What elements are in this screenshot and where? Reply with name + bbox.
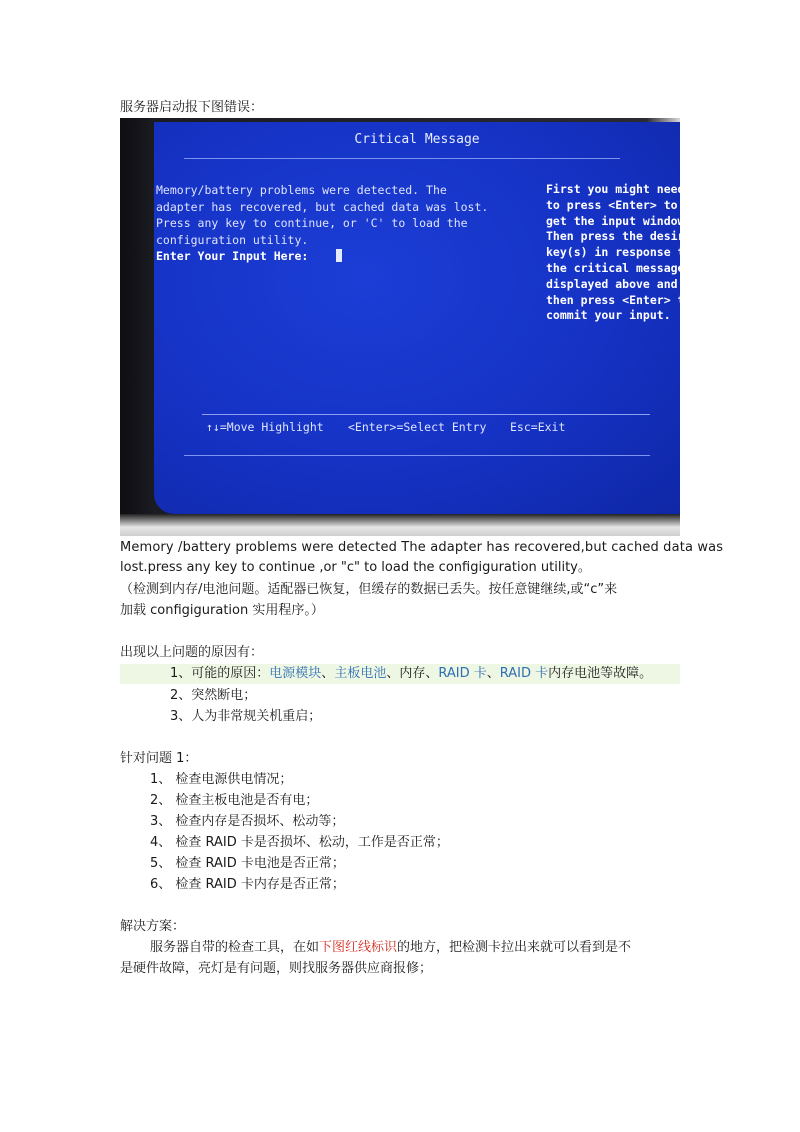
english-message-line-1: Memory /battery problems were detected The adapter has recovered,but cached data was bbox=[120, 540, 724, 555]
bios-screenshot-photo bbox=[120, 118, 699, 536]
bios-help-line: then press <Enter> to bbox=[546, 292, 692, 307]
bios-footer-divider-top bbox=[202, 414, 650, 415]
check-item-6: 6、 检查 RAID 卡内存是否正常； bbox=[150, 877, 345, 892]
cause-item-1 bbox=[170, 664, 652, 684]
key-move-highlight: ↑↓=Move Highlight bbox=[206, 420, 324, 434]
check-item-3: 3、 检查内存是否损坏、松动等； bbox=[150, 814, 345, 829]
bios-help-line: the critical message bbox=[546, 260, 685, 275]
solution-line-1 bbox=[150, 938, 631, 958]
link-mainboard-battery[interactable]: 主板电池 bbox=[334, 666, 387, 681]
translation-line-2: 加载 configiguration 实用程序。） bbox=[120, 603, 324, 618]
bios-screen bbox=[154, 122, 699, 514]
bios-footer-divider-bottom bbox=[184, 455, 650, 456]
bios-message-line: Press any key to continue, or 'C' to load the bbox=[156, 216, 468, 230]
separator: 、 bbox=[486, 666, 500, 681]
bios-message-line: configuration utility. bbox=[156, 232, 309, 247]
bios-key-legend bbox=[206, 420, 660, 440]
separator: 、 bbox=[321, 666, 335, 681]
bios-help-text bbox=[546, 182, 699, 324]
solution-text-a: 服务器自带的检查工具，在如 bbox=[150, 940, 320, 955]
cause-item-1-prefix: 1、可能的原因： bbox=[170, 666, 270, 681]
bios-help-line: Then press the desired bbox=[546, 229, 699, 244]
solution-heading: 解决方案： bbox=[120, 919, 186, 934]
bios-help-line: First you might need bbox=[546, 182, 685, 196]
cause-item-3: 3、人为非常规关机重启； bbox=[170, 709, 322, 724]
text-cursor[interactable] bbox=[336, 249, 342, 262]
bios-title-divider bbox=[184, 158, 620, 159]
solution-line-2: 是硬件故障，亮灯是有问题，则找服务器供应商报修； bbox=[120, 961, 433, 976]
bios-help-line: key(s) in response to bbox=[546, 245, 692, 260]
key-exit: Esc=Exit bbox=[510, 420, 566, 434]
link-raid-card-2[interactable]: RAID 卡 bbox=[499, 666, 549, 681]
bios-help-line: to press <Enter> to bbox=[546, 197, 678, 212]
red-mark-reference: 下图红线标识 bbox=[319, 940, 398, 955]
translation-line-1: （检测到内存/电池问题。适配器已恢复，但缓存的数据已丢失。按任意键继续,或“c”来 bbox=[120, 582, 618, 597]
bios-message bbox=[156, 182, 516, 265]
link-raid-card[interactable]: RAID 卡 bbox=[438, 666, 487, 681]
bios-input-prompt: Enter Your Input Here: bbox=[156, 249, 309, 263]
causes-heading: 出现以上问题的原因有： bbox=[120, 645, 264, 660]
english-message-line-2: lost.press any key to continue ,or "c" to load the configiguration utility。 bbox=[120, 560, 591, 575]
cause-item-1-memory: 、内存、 bbox=[386, 666, 439, 681]
link-power-module[interactable]: 电源模块 bbox=[269, 666, 322, 681]
check-item-5: 5、 检查 RAID 卡电池是否正常； bbox=[150, 856, 345, 871]
bios-message-line: adapter has recovered, but cached data was lost. bbox=[156, 199, 489, 214]
bios-help-line: get the input window. bbox=[546, 213, 692, 228]
check-item-2: 2、 检查主板电池是否有电； bbox=[150, 793, 319, 808]
check-item-4: 4、 检查 RAID 卡是否损坏、松动，工作是否正常； bbox=[150, 835, 449, 850]
cause-item-2: 2、突然断电； bbox=[170, 688, 257, 703]
key-select-entry: <Enter>=Select Entry bbox=[348, 420, 487, 434]
solution-text-b: 的地方，把检测卡拉出来就可以看到是不 bbox=[397, 940, 632, 955]
bios-help-line: displayed above and bbox=[546, 276, 678, 291]
bios-help-line: commit your input. bbox=[546, 308, 671, 323]
check-item-1: 1、 检查电源供电情况； bbox=[150, 772, 293, 787]
bios-title: Critical Message bbox=[354, 132, 480, 147]
bios-message-line: Memory/battery problems were detected. The bbox=[156, 183, 447, 197]
photo-bezel bbox=[120, 514, 680, 536]
checks-heading: 针对问题 1： bbox=[120, 751, 198, 766]
cause-item-1-suffix: 内存电池等故障。 bbox=[548, 666, 653, 681]
intro-text: 服务器启动报下图错误： bbox=[120, 100, 264, 115]
